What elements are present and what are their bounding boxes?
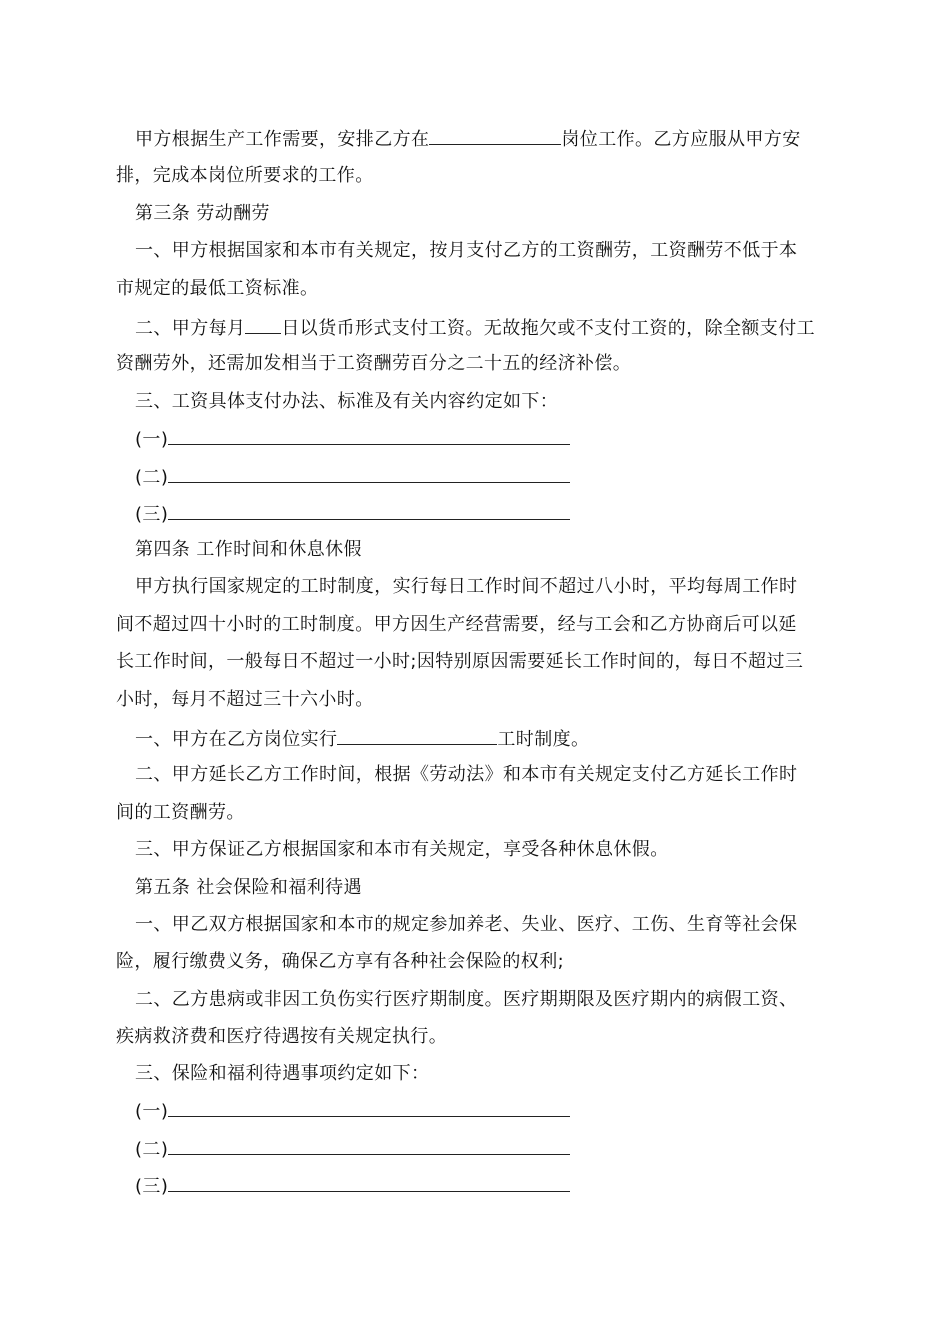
item-label: (二) <box>135 1139 169 1160</box>
text: 工时制度。 <box>497 729 590 750</box>
fill-in-blank[interactable] <box>168 501 570 520</box>
paragraph-line: 长工作时间，一般每日不超过一小时;因特别原因需要延长工作时间的，每日不超过三 <box>116 651 804 672</box>
paragraph-line: 间的工资酬劳。 <box>116 802 245 823</box>
fill-in-blank[interactable] <box>168 1136 570 1155</box>
paragraph-line <box>135 315 815 339</box>
list-item <box>135 1098 570 1122</box>
item-label: (一) <box>135 429 169 450</box>
item-label: (三) <box>135 504 169 525</box>
text: 日以货币形式支付工资。无故拖欠或不支付工资的，除全额支付工 <box>281 318 816 339</box>
paragraph-line: 一、甲乙双方根据国家和本市的规定参加养老、失业、医疗、工伤、生育等社会保 <box>135 914 798 935</box>
paragraph-line: 二、甲方延长乙方工作时间，根据《劳动法》和本市有关规定支付乙方延长工作时 <box>135 764 798 785</box>
list-item <box>135 501 570 525</box>
text: 甲方根据生产工作需要，安排乙方在 <box>135 129 430 150</box>
paragraph-line: 三、工资具体支付办法、标准及有关内容约定如下： <box>135 391 559 412</box>
paragraph-line: 险，履行缴费义务，确保乙方享有各种社会保险的权利; <box>116 951 565 972</box>
paragraph-line: 排，完成本岗位所要求的工作。 <box>116 165 374 186</box>
article-3-heading: 第三条 劳动酬劳 <box>135 203 270 224</box>
text: 二、甲方每月 <box>135 318 246 339</box>
paragraph-line: 间不超过四十小时的工时制度。甲方因生产经营需要，经与工会和乙方协商后可以延 <box>116 614 797 635</box>
item-label: (一) <box>135 1101 169 1122</box>
text: 岗位工作。乙方应服从甲方安 <box>561 129 801 150</box>
paragraph-line: 市规定的最低工资标准。 <box>116 278 319 299</box>
item-label: (三) <box>135 1176 169 1197</box>
article-5-heading: 第五条 社会保险和福利待遇 <box>135 877 362 898</box>
paragraph-line: 三、保险和福利待遇事项约定如下： <box>135 1063 430 1084</box>
fill-in-blank[interactable] <box>337 726 497 745</box>
fill-in-blank[interactable] <box>168 426 570 445</box>
item-label: (二) <box>135 467 169 488</box>
paragraph-line: 资酬劳外，还需加发相当于工资酬劳百分之二十五的经济补偿。 <box>116 353 632 374</box>
fill-in-blank[interactable] <box>168 464 570 483</box>
paragraph-line: 甲方执行国家规定的工时制度，实行每日工作时间不超过八小时，平均每周工作时 <box>135 576 798 597</box>
paragraph-line: 二、乙方患病或非因工负伤实行医疗期制度。医疗期期限及医疗期内的病假工资、 <box>135 989 798 1010</box>
paragraph-line: 疾病救济费和医疗待遇按有关规定执行。 <box>116 1026 448 1047</box>
paragraph-line <box>135 726 589 750</box>
fill-in-blank[interactable] <box>429 126 561 145</box>
fill-in-blank[interactable] <box>168 1098 570 1117</box>
paragraph-line <box>135 126 801 150</box>
list-item <box>135 464 570 488</box>
list-item <box>135 426 570 450</box>
text: 一、甲方在乙方岗位实行 <box>135 729 338 750</box>
paragraph-line: 三、甲方保证乙方根据国家和本市有关规定，享受各种休息休假。 <box>135 839 669 860</box>
article-4-heading: 第四条 工作时间和休息休假 <box>135 539 362 560</box>
paragraph-line: 一、甲方根据国家和本市有关规定，按月支付乙方的工资酬劳，工资酬劳不低于本 <box>135 240 798 261</box>
list-item <box>135 1173 570 1197</box>
fill-in-blank[interactable] <box>168 1173 570 1192</box>
fill-in-blank[interactable] <box>245 315 281 334</box>
list-item <box>135 1136 570 1160</box>
paragraph-line: 小时，每月不超过三十六小时。 <box>116 689 374 710</box>
